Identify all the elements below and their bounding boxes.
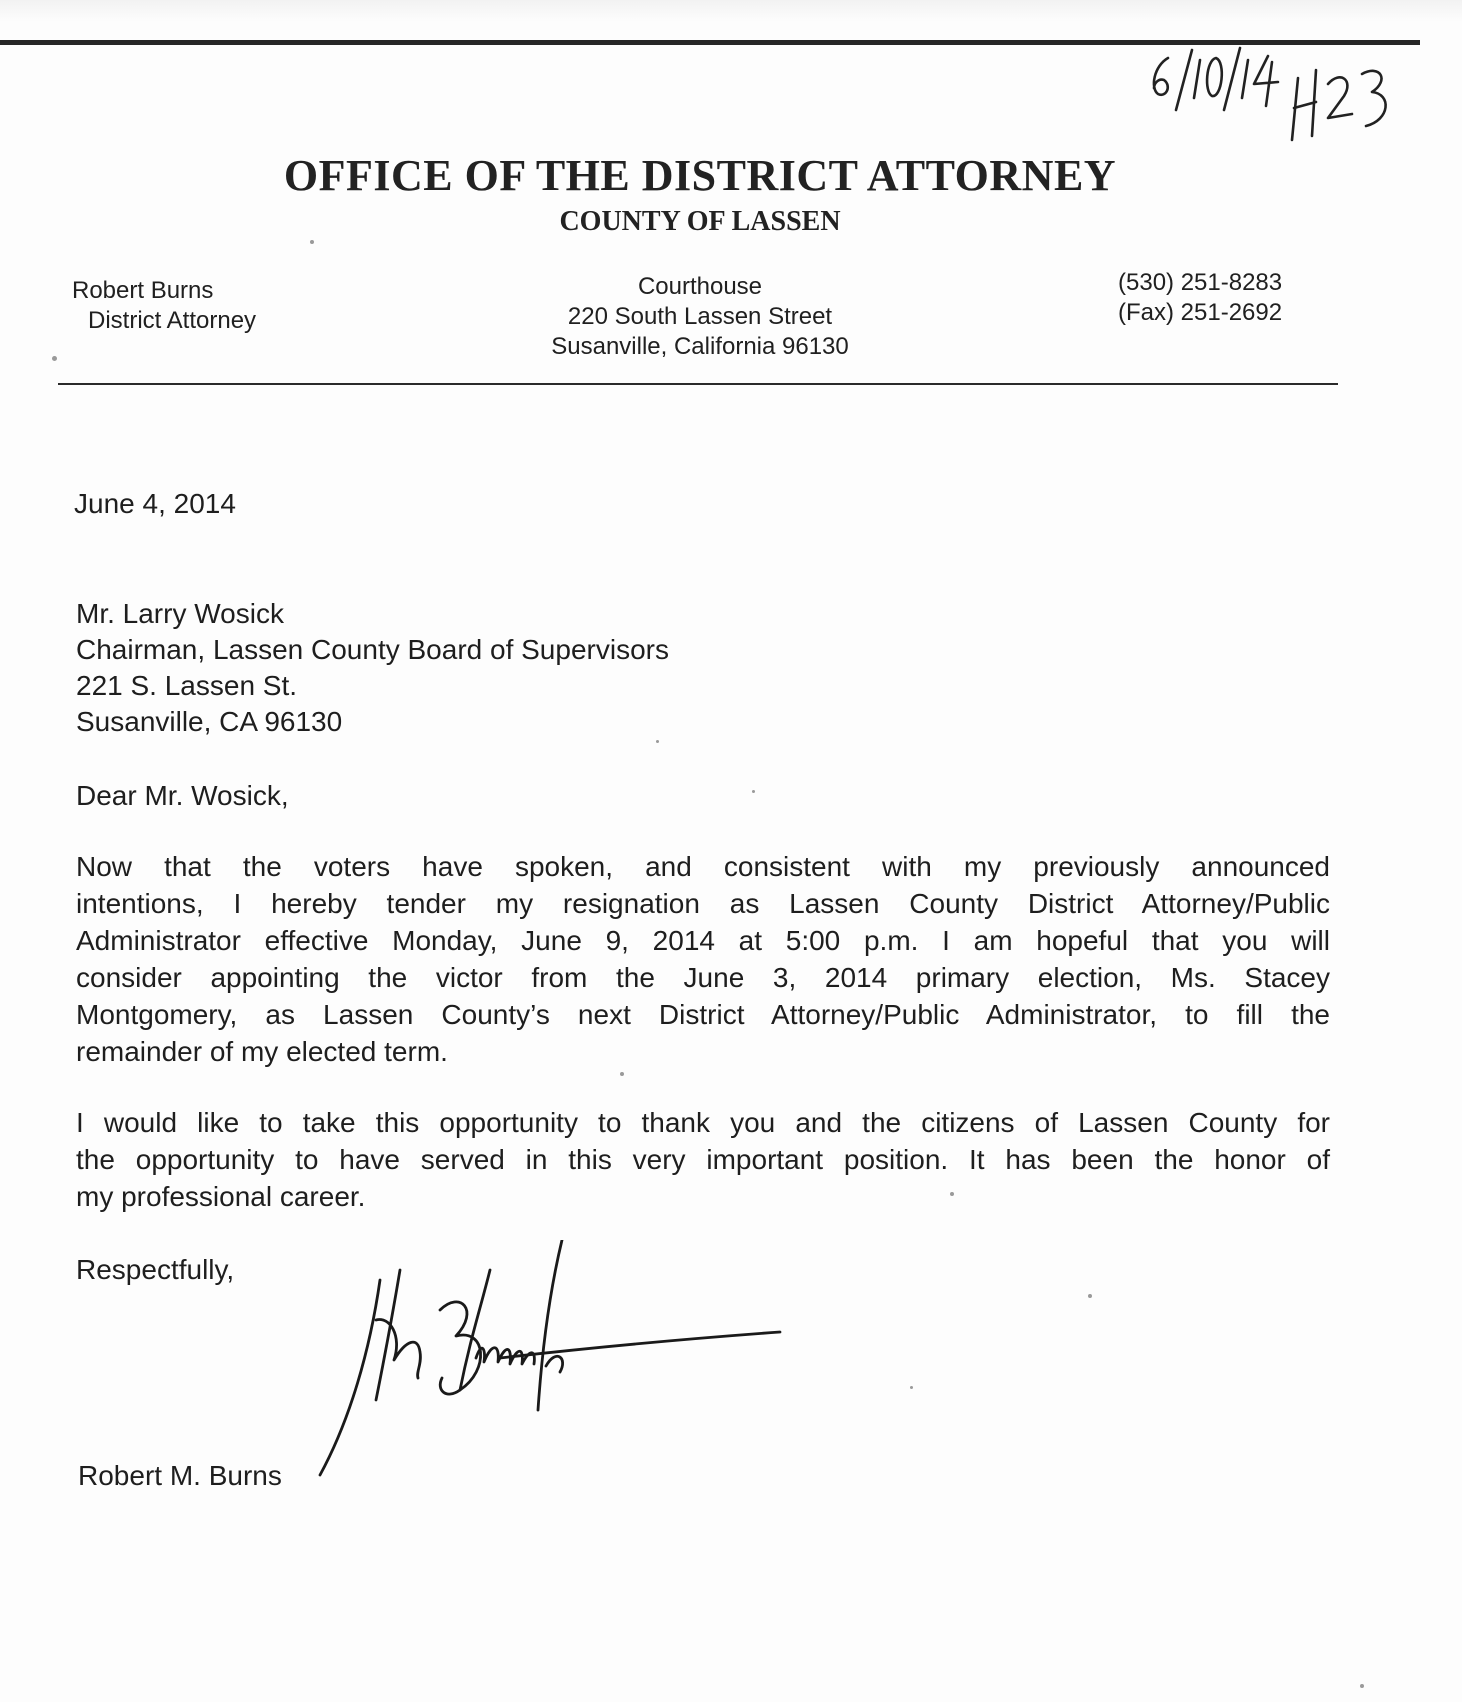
fax-number: (Fax) 251-2692 — [1118, 299, 1283, 326]
office-city: Susanville, California 96130 — [551, 333, 849, 360]
sender-role: District Attorney — [88, 307, 257, 334]
scan-speck — [752, 790, 755, 793]
letter-date: June 4, 2014 — [74, 488, 236, 519]
scan-speck — [1360, 1684, 1364, 1688]
paragraph-line: Now that the voters have spoken, and consistent with my previously announced — [76, 851, 1330, 882]
paragraph-line: remainder of my elected term. — [76, 1036, 448, 1067]
header-divider — [58, 383, 1338, 385]
paragraph-line: consider appointing the victor from the June 3, 2014 primary election, Ms. Stacey — [76, 962, 1330, 993]
paragraph-line: my professional career. — [76, 1181, 366, 1212]
scan-speck — [910, 1386, 913, 1389]
scan-speck — [52, 356, 57, 361]
paragraph-1 — [76, 848, 1330, 1070]
scan-speck — [310, 240, 314, 244]
signature-name: Robert M. Burns — [78, 1460, 282, 1491]
recipient-name: Mr. Larry Wosick — [76, 598, 284, 629]
scan-speck — [620, 1072, 624, 1076]
paragraph-line: Montgomery, as Lassen County’s next District Attorney/Public Administrator, to fill the — [76, 999, 1330, 1030]
sender-name: Robert Burns — [72, 277, 214, 304]
recipient-city: Susanville, CA 96130 — [76, 706, 343, 737]
scan-speck — [1088, 1294, 1092, 1298]
scan-speck — [656, 740, 659, 743]
handwritten-date-note — [1140, 40, 1440, 160]
recipient-title: Chairman, Lassen County Board of Supervisors — [76, 634, 669, 665]
letterhead-title: OFFICE OF THE DISTRICT ATTORNEY — [283, 151, 1117, 200]
letterhead-subtitle: COUNTY OF LASSEN — [559, 206, 841, 237]
recipient-street: 221 S. Lassen St. — [76, 670, 298, 701]
scan-speck — [950, 1192, 954, 1196]
paragraph-line: intentions, I hereby tender my resignation as Lassen County District Attorney/Public — [76, 888, 1330, 919]
paragraph-2 — [76, 1104, 1330, 1215]
office-street: 220 South Lassen Street — [567, 303, 833, 330]
closing: Respectfully, — [76, 1254, 235, 1285]
paragraph-line: Administrator effective Monday, June 9, 2014 at 5:00 p.m. I am hopeful that you will — [76, 925, 1330, 956]
phone-number: (530) 251-8283 — [1118, 269, 1283, 296]
paragraph-line: the opportunity to have served in this very important position. It has been the honor of — [76, 1144, 1330, 1175]
paragraph-line: I would like to take this opportunity to thank you and the citizens of Lassen County for — [76, 1107, 1330, 1138]
salutation: Dear Mr. Wosick, — [76, 780, 289, 811]
scan-shadow — [0, 0, 1462, 22]
office-location: Courthouse — [637, 273, 763, 300]
signature-image — [310, 1240, 830, 1500]
